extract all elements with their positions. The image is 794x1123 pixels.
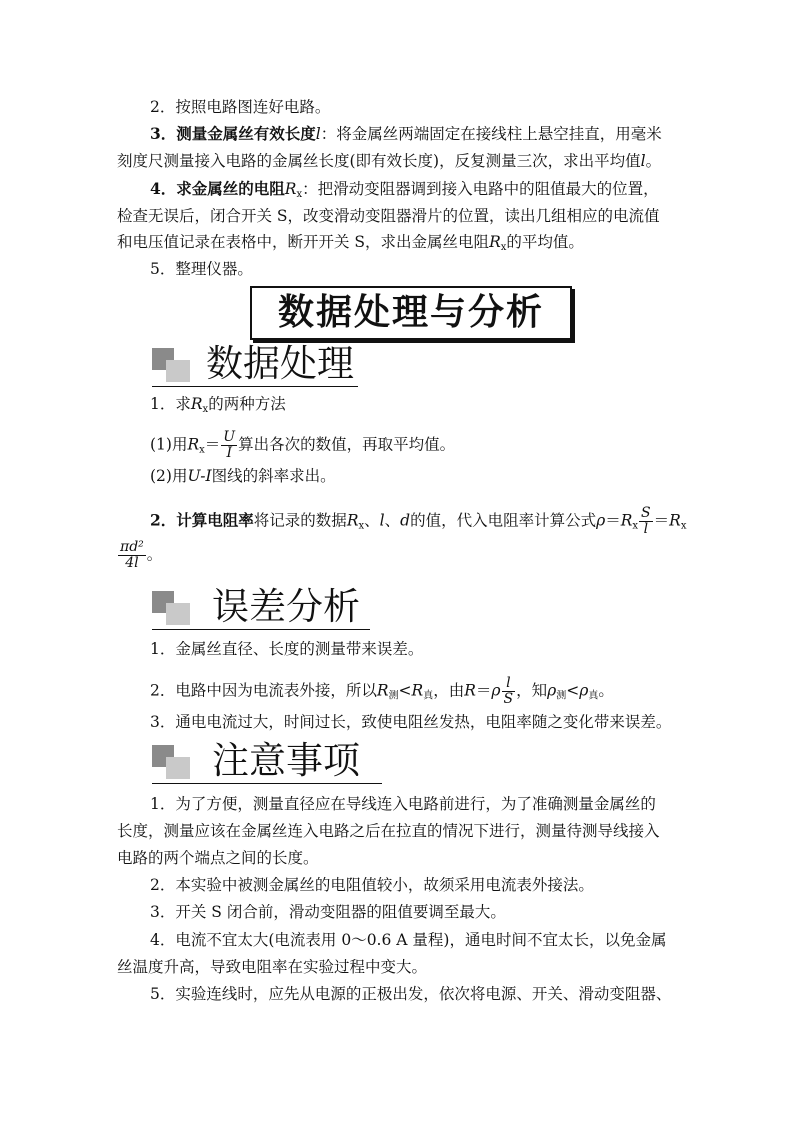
ea-2: 2．电路中因为电流表外接，所以$R_测<R_真$，由R＝ρ $\frac{l}{S}$ ，知$\rho_测<\rho_真$。	[150, 675, 614, 707]
section-header-error	[152, 585, 370, 629]
section-square-icon	[166, 360, 190, 382]
note-4: 4．电流不宜太大(电流表用 0～0.6 A 量程)，通电时间不宜太长，以免金属	[150, 931, 667, 949]
section-divider	[152, 386, 358, 387]
section-title: 数据处理	[206, 342, 354, 385]
dp-1a: (1)用$R_x=$ $\frac{U}{I}$ 算出各次的数值，再取平均值。	[150, 429, 456, 461]
note-4-cont: 丝温度升高，导致电阻率在实验过程中变大。	[117, 958, 428, 976]
note-1-cont-2: 电路的两个端点之间的长度。	[117, 849, 319, 867]
ea-3: 3．通电电流过大，时间过长，致使电阻丝发热，电阻率随之变化带来误差。	[150, 713, 672, 731]
note-1-cont-1: 长度，测量应该在金属丝连入电路之后在拉直的情况下进行，测量待测导线接入	[117, 822, 660, 840]
main-title: 数据处理与分析	[250, 286, 572, 340]
section-header-notes	[152, 739, 382, 783]
step-2: 2．按照电路图连好电路。	[150, 98, 331, 116]
dp-1b: (2)用U-I图线的斜率求出。	[150, 467, 336, 485]
step-3-cont: 刻度尺测量接入电路的金属丝长度(即有效长度)，反复测量三次，求出平均值l。	[117, 152, 662, 170]
note-3: 3．开关 S 闭合前，滑动变阻器的阻值要调至最大。	[150, 903, 506, 921]
step-5: 5．整理仪器。	[150, 260, 253, 278]
section-square-icon	[166, 757, 190, 779]
dp-2: 2．计算电阻率将记录的数据$R_x$、l、d的值，代入电阻率计算公式$\rho=R_x$ $\frac{S}{l}$ $=R_x$	[150, 505, 687, 537]
note-5: 5．实验连线时，应先从电源的正极出发，依次将电源、开关、滑动变阻器、	[150, 985, 672, 1003]
step-4-cont-1: 检查无误后，闭合开关 S，改变滑动变阻器滑片的位置，读出几组相应的电流值	[117, 207, 660, 225]
fraction-u-over-i: $\frac{U}{I}$	[223, 429, 236, 461]
section-divider	[152, 783, 382, 784]
step-4-cont-2: 和电压值记录在表格中，断开开关 S，求出金属丝电阻$R_x$的平均值。	[117, 233, 584, 253]
step-3: 3．测量金属丝有效长度l：将金属丝两端固定在接线柱上悬空挂直，用毫米	[150, 124, 662, 143]
dp-1: 1．求$R_x$的两种方法	[150, 395, 286, 415]
fraction-l-over-s: $\frac{l}{S}$	[503, 675, 514, 707]
step-4: 4．求金属丝的电阻$R_x$：把滑动变阻器调到接入电路中的阻值最大的位置，	[150, 179, 659, 200]
fraction-pid2-over-4l: $\frac{\text{πd²}}{4l}$	[120, 539, 144, 571]
dp-2-cont: $\frac{\text{πd²}}{4l}$ 。	[120, 539, 163, 571]
section-header-data	[152, 342, 358, 386]
section-title: 注意事项	[212, 739, 360, 782]
ea-1: 1．金属丝直径、长度的测量带来误差。	[150, 640, 424, 658]
section-title: 误差分析	[212, 585, 360, 628]
fraction-s-over-l: $\frac{S}{l}$	[641, 505, 651, 537]
section-square-icon	[166, 603, 190, 625]
note-2: 2．本实验中被测金属丝的电阻值较小，故须采用电流表外接法。	[150, 876, 594, 894]
note-1: 1．为了方便，测量直径应在导线连入电路前进行，为了准确测量金属丝的	[150, 795, 656, 813]
section-divider	[152, 629, 370, 630]
